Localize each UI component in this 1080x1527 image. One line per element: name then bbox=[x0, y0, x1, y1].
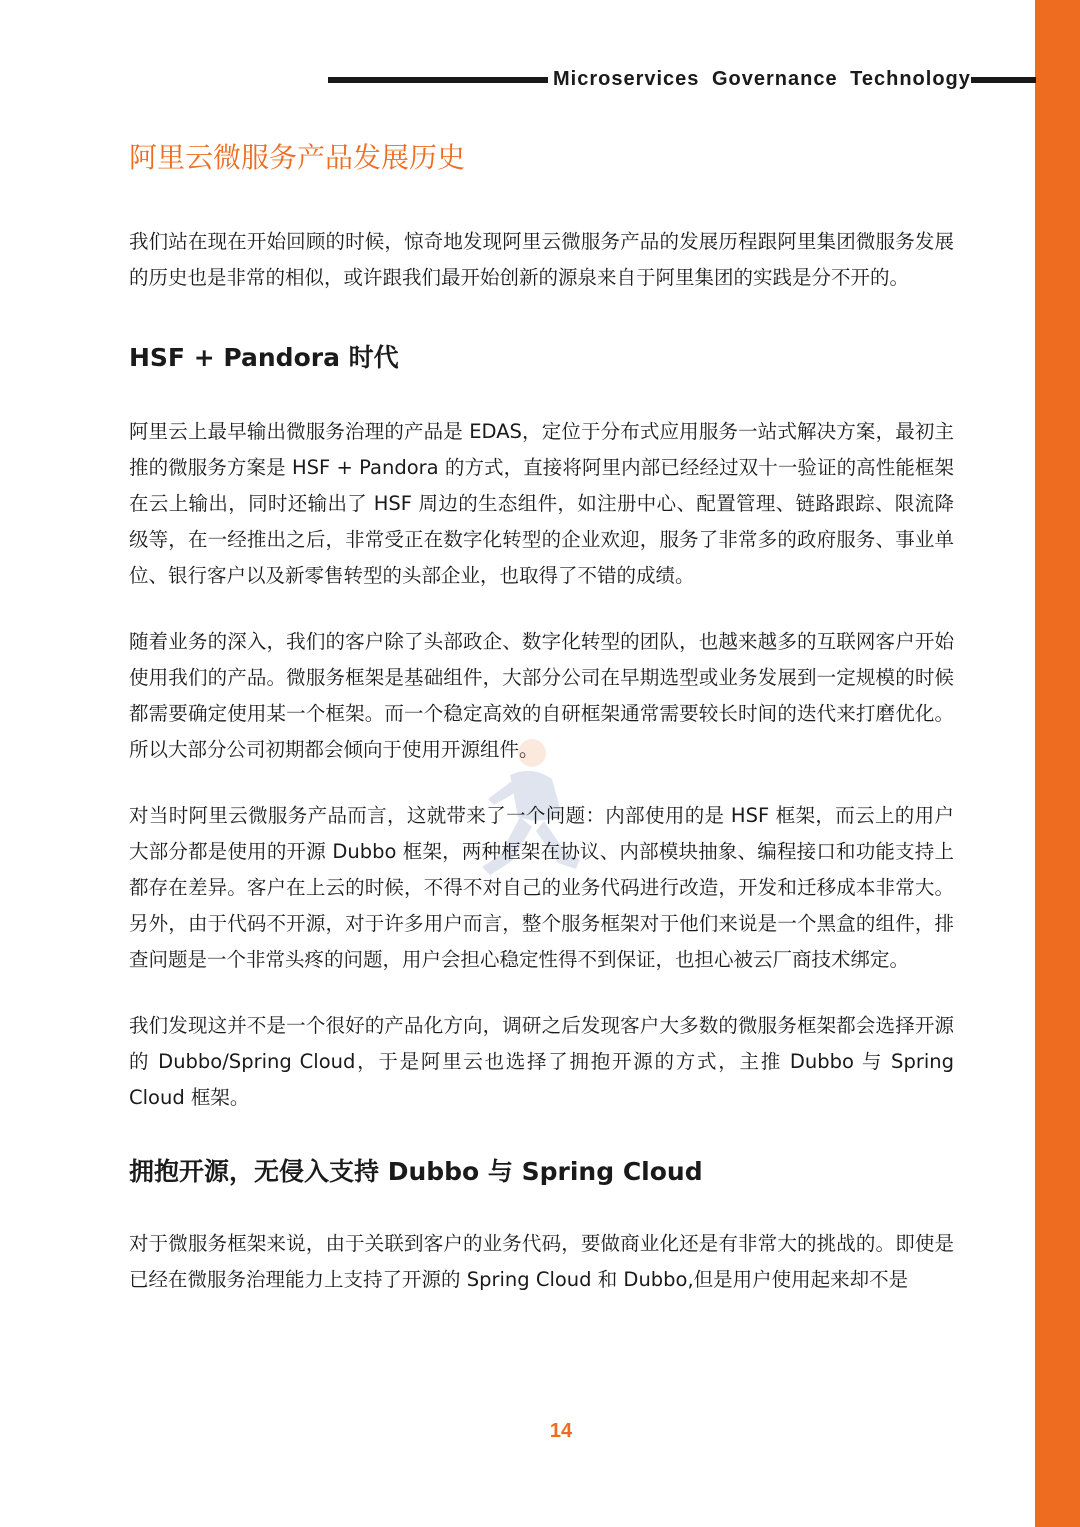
body-paragraph: 我们发现这并不是一个很好的产品化方向，调研之后发现客户大多数的微服务框架都会选择开源的 Dubbo/Spring Cloud，于是阿里云也选择了拥抱开源的方式，主推 Dubbo 与 Spring Cloud 框架。 bbox=[129, 1014, 954, 1109]
page-title: 阿里云微服务产品发展历史 bbox=[129, 141, 466, 174]
header-title: Microservices Governance Technology bbox=[553, 68, 971, 90]
running-header bbox=[328, 66, 1036, 92]
intro-paragraph: 我们站在现在开始回顾的时候，惊奇地发现阿里云微服务产品的发展历程跟阿里集团微服务发展的历史也是非常的相似，或许跟我们最开始创新的源泉来自于阿里集团的实践是分不开的。 bbox=[129, 230, 954, 289]
header-rule-left bbox=[328, 77, 548, 83]
section-heading-open-source: 拥抱开源，无侵入支持 Dubbo 与 Spring Cloud bbox=[129, 1157, 703, 1186]
body-paragraph: 对当时阿里云微服务产品而言，这就带来了一个问题：内部使用的是 HSF 框架，而云上的用户大部分都是使用的开源 Dubbo 框架，两种框架在协议、内部模块抽象、编程接口和功能支持上都存在差异。客户在上云的时候，不得不对自己的业务代码进行改造，开发和迁移成本非常大。另外，由于代码不开源，对于许多用户而言，整个服务框架对于他们来说是一个黑盒的组件，排查问题是一个非常头疼的问题，用户会担心稳定性得不到保证，也担心被云厂商技术绑定。 bbox=[129, 804, 954, 971]
page-number: 14 bbox=[549, 1420, 573, 1442]
side-accent-bar bbox=[1035, 0, 1080, 1527]
header-rule-right bbox=[971, 77, 1036, 83]
page-content bbox=[129, 130, 954, 1298]
section-heading-hsf-pandora: HSF + Pandora 时代 bbox=[129, 343, 399, 372]
body-paragraph: 对于微服务框架来说，由于关联到客户的业务代码，要做商业化还是有非常大的挑战的。即使是已经在微服务治理能力上支持了开源的 Spring Cloud 和 Dubbo,但是用户使用起来却不是 bbox=[129, 1232, 954, 1291]
body-paragraph: 阿里云上最早输出微服务治理的产品是 EDAS，定位于分布式应用服务一站式解决方案，最初主推的微服务方案是 HSF + Pandora 的方式，直接将阿里内部已经经过双十一验证的高性能框架在云上输出，同时还输出了 HSF 周边的生态组件，如注册中心、配置管理、链路跟踪、限流降级等，在一经推出之后，非常受正在数字化转型的企业欢迎，服务了非常多的政府服务、事业单位、银行客户以及新零售转型的头部企业，也取得了不错的成绩。 bbox=[129, 420, 954, 587]
body-paragraph: 随着业务的深入，我们的客户除了头部政企、数字化转型的团队，也越来越多的互联网客户开始使用我们的产品。微服务框架是基础组件，大部分公司在早期选型或业务发展到一定规模的时候都需要确定使用某一个框架。而一个稳定高效的自研框架通常需要较长时间的迭代来打磨优化。所以大部分公司初期都会倾向于使用开源组件。 bbox=[129, 630, 954, 761]
